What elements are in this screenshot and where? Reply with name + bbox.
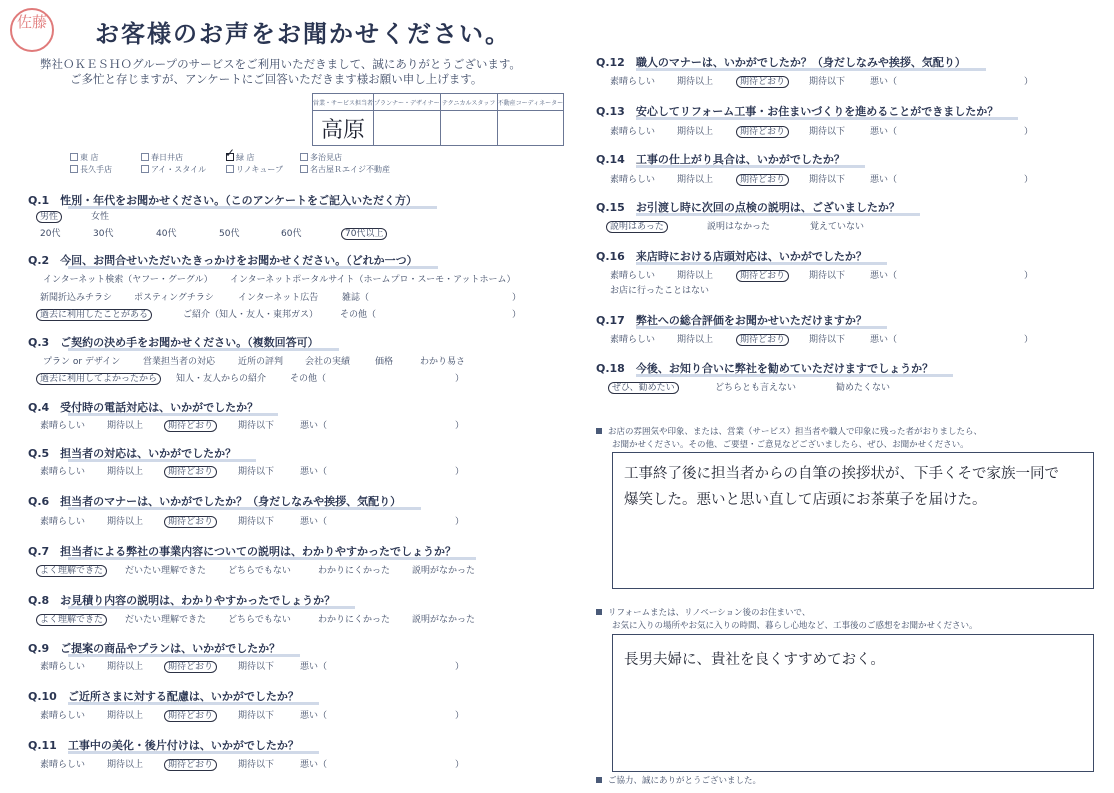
staff-header-sales: 営業・サービス担当者	[313, 94, 374, 111]
question-4: Q.4 受付時の電話対応は、いかがでしたか？	[28, 401, 259, 414]
option-q5-bad[interactable]: 悪い（	[300, 467, 328, 477]
comment1-prompt-line-1: お店の雰囲気や印象、または、営業（サービス）担当者や職人で印象に残った者がおりましたら、	[596, 425, 982, 437]
thanks-message: ご協力、誠にありがとうございました。	[596, 774, 761, 786]
option-q4-excellent[interactable]: 素晴らしい	[40, 421, 86, 431]
option-q11-bad[interactable]: 悪い（	[300, 760, 328, 770]
option-q7-unclear[interactable]: わかりにくかった	[318, 566, 391, 576]
paren-close: ）	[1024, 127, 1034, 137]
question-12: Q.12 職人のマナーは、いかがでしたか？（身だしなみや挨拶、気配り）	[596, 56, 966, 69]
comment1-answer-line-1: 工事終了後に担当者からの自筆の挨拶状が、下手くそで家族一同で	[624, 466, 1059, 482]
staff-header-realestate: 不動産コーディネーター	[497, 94, 564, 111]
option-q1-female[interactable]: 女性	[91, 212, 110, 222]
comment2-answer: 長男夫婦に、貴社を良くすすめておく。	[624, 652, 885, 668]
staff-realestate-field[interactable]	[497, 111, 564, 146]
paren-close: ）	[455, 467, 465, 477]
square-bullet-icon	[596, 777, 602, 783]
paren-close: ）	[512, 310, 522, 320]
option-q2-posting[interactable]: ポスティングチラシ	[134, 293, 214, 303]
option-q3-other[interactable]: その他（	[290, 374, 327, 384]
store-checkbox-midori[interactable]: 緑 店 ✓	[225, 146, 255, 162]
option-q14-as-expected[interactable]: 期待どおり	[740, 172, 789, 185]
question-16: Q.16 来店時における店頭対応は、いかがでしたか？	[596, 250, 867, 263]
option-q1-30s[interactable]: 30代	[93, 229, 114, 239]
option-q2-search[interactable]: インターネット検索（ヤフー・グーグル）	[43, 275, 213, 285]
paren-close: ）	[455, 421, 465, 431]
option-q5-excellent[interactable]: 素晴らしい	[40, 467, 86, 477]
option-q3-past-good[interactable]: 過去に利用してよかったから	[40, 371, 161, 384]
staff-sales-name: 高原	[321, 117, 366, 143]
option-q5-as-expected[interactable]: 期待どおり	[168, 464, 217, 477]
check-mark-icon: ✓	[225, 146, 236, 160]
store-checkbox-tajimi[interactable]: 多治見店	[300, 152, 342, 163]
option-q10-above[interactable]: 期待以上	[107, 711, 144, 721]
option-q4-bad[interactable]: 悪い（	[300, 421, 328, 431]
option-q14-excellent[interactable]: 素晴らしい	[610, 175, 656, 185]
store-checkbox-renocube[interactable]: リノキューブ	[226, 164, 283, 175]
paren-close: ）	[455, 374, 465, 384]
question-5: Q.5 担当者の対応は、いかがでしたか？	[28, 447, 237, 460]
option-q16-bad[interactable]: 悪い（	[870, 271, 898, 281]
square-bullet-icon	[596, 609, 602, 615]
paren-close: ）	[455, 711, 465, 721]
option-q3-plan[interactable]: プラン or デザイン	[43, 357, 121, 367]
option-q13-above[interactable]: 期待以上	[677, 127, 714, 137]
option-q17-as-expected[interactable]: 期待どおり	[740, 332, 789, 345]
option-q14-bad[interactable]: 悪い（	[870, 175, 898, 185]
option-q1-70s-plus[interactable]: 70代以上	[345, 226, 387, 239]
option-q11-below[interactable]: 期待以下	[238, 760, 275, 770]
option-q4-below[interactable]: 期待以下	[238, 421, 275, 431]
option-q17-bad[interactable]: 悪い（	[870, 335, 898, 345]
option-q17-excellent[interactable]: 素晴らしい	[610, 335, 656, 345]
option-q17-above[interactable]: 期待以上	[677, 335, 714, 345]
option-q15-dont-remember[interactable]: 覚えていない	[810, 222, 865, 232]
page-title: お客様のお声をお聞かせください。	[95, 20, 511, 48]
paren-close: ）	[1024, 335, 1034, 345]
option-q1-50s[interactable]: 50代	[219, 229, 240, 239]
paren-close: ）	[1024, 175, 1034, 185]
option-q14-above[interactable]: 期待以上	[677, 175, 714, 185]
option-q11-above[interactable]: 期待以上	[107, 760, 144, 770]
option-q15-not-explained[interactable]: 説明はなかった	[707, 222, 771, 232]
option-q8-neutral[interactable]: どちらでもない	[228, 615, 291, 625]
option-q8-mostly[interactable]: だいたい理解できた	[125, 615, 207, 625]
option-q1-40s[interactable]: 40代	[156, 229, 177, 239]
staff-technical-field[interactable]	[440, 111, 497, 146]
option-q3-record[interactable]: 会社の実績	[305, 357, 351, 367]
staff-header-technical: テクニカルスタッフ	[440, 94, 497, 111]
question-8: Q.8 お見積り内容の説明は、わかりやすかったでしょうか？	[28, 594, 336, 607]
option-q11-as-expected[interactable]: 期待どおり	[168, 757, 217, 770]
option-q3-reputation[interactable]: 近所の評判	[238, 357, 284, 367]
option-q7-mostly[interactable]: だいたい理解できた	[125, 566, 207, 576]
option-q12-as-expected[interactable]: 期待どおり	[740, 74, 789, 87]
option-q5-below[interactable]: 期待以下	[238, 467, 275, 477]
option-q10-below[interactable]: 期待以下	[238, 711, 275, 721]
staff-sales-field[interactable]	[313, 111, 374, 146]
question-14: Q.14 工事の仕上がり具合は、いかがでしたか？	[596, 153, 845, 166]
question-2: Q.2 今回、お問合せいただいたきっかけをお聞かせください。（どれか一つ）	[28, 254, 418, 267]
store-checkbox-nagoya-rage[interactable]: 名古屋Ｒエイジ不動産	[300, 164, 390, 175]
option-q6-above[interactable]: 期待以上	[107, 517, 144, 527]
option-q13-as-expected[interactable]: 期待どおり	[740, 124, 789, 137]
option-q2-flyer[interactable]: 新聞折込みチラシ	[40, 293, 113, 303]
option-q12-below[interactable]: 期待以下	[809, 77, 846, 87]
option-q1-20s[interactable]: 20代	[40, 229, 61, 239]
staff-table	[312, 93, 564, 146]
option-q6-as-expected[interactable]: 期待どおり	[168, 514, 217, 527]
option-q9-excellent[interactable]: 素晴らしい	[40, 662, 86, 672]
store-checkbox-kasugai[interactable]: 春日井店	[141, 152, 183, 163]
option-q10-excellent[interactable]: 素晴らしい	[40, 711, 86, 721]
comment2-prompt-line-1: リフォームまたは、リノベーション後のお住まいで、	[596, 606, 810, 618]
staff-planner-field[interactable]	[374, 111, 441, 146]
option-q12-bad[interactable]: 悪い（	[870, 77, 898, 87]
comment1-prompt-line-2: お聞かせください。その他、ご要望・ご意見などございましたら、ぜひ、お聞かせください。	[612, 440, 969, 450]
option-q6-below[interactable]: 期待以下	[238, 517, 275, 527]
paren-close: ）	[1024, 271, 1034, 281]
option-q9-above[interactable]: 期待以上	[107, 662, 144, 672]
option-q3-friend[interactable]: 知人・友人からの紹介	[176, 374, 267, 384]
question-17: Q.17 弊社への総合評価をお聞かせいただけますか？	[596, 314, 867, 327]
store-checkbox-nagakute[interactable]: 長久手店	[70, 164, 112, 175]
question-3: Q.3 ご契約の決め手をお聞かせください。（複数回答可）	[28, 336, 319, 349]
paren-close: ）	[455, 760, 465, 770]
option-q17-below[interactable]: 期待以下	[809, 335, 846, 345]
option-q16-below[interactable]: 期待以下	[809, 271, 846, 281]
square-bullet-icon	[596, 428, 602, 434]
option-q16-never-visited[interactable]: お店に行ったことはない	[610, 286, 710, 296]
option-q9-bad[interactable]: 悪い（	[300, 662, 328, 672]
question-11: Q.11 工事中の美化・後片付けは、いかがでしたか？	[28, 739, 299, 752]
option-q1-60s[interactable]: 60代	[281, 229, 302, 239]
intro-line-2: ご多忙と存じますが、アンケートにご回答いただきます様お願い申し上げます。	[70, 72, 483, 86]
option-q9-below[interactable]: 期待以下	[238, 662, 275, 672]
option-q10-as-expected[interactable]: 期待どおり	[168, 708, 217, 721]
option-q5-above[interactable]: 期待以上	[107, 467, 144, 477]
question-1: Q.1 性別・年代をお聞かせください。（このアンケートをご記入いただく方）	[28, 194, 418, 207]
option-q14-below[interactable]: 期待以下	[809, 175, 846, 185]
option-q12-above[interactable]: 期待以上	[677, 77, 714, 87]
option-q1-male[interactable]: 男性	[40, 209, 62, 222]
question-6: Q.6 担当者のマナーは、いかがでしたか？（身だしなみや挨拶、気配り）	[28, 495, 402, 508]
question-10: Q.10 ご近所さまに対する配慮は、いかがでしたか？	[28, 690, 299, 703]
intro-line-1: 弊社ＯＫＥＳＨＯグループのサービスをご利用いただきまして、誠にありがとうございます。	[40, 57, 521, 71]
paren-close: ）	[1024, 77, 1034, 87]
option-q8-none[interactable]: 説明がなかった	[412, 615, 476, 625]
option-q11-excellent[interactable]: 素晴らしい	[40, 760, 86, 770]
option-q4-as-expected[interactable]: 期待どおり	[168, 418, 217, 431]
store-checkbox-higashi[interactable]: 東 店	[70, 152, 99, 163]
option-q2-magazine[interactable]: 雑誌（	[342, 293, 370, 303]
comment1-answer-line-2: 爆笑した。悪いと思い直して店頭にお茶菓子を届けた。	[624, 492, 987, 508]
option-q2-portal[interactable]: インターネットポータルサイト（ホームプロ・スーモ・アットホーム）	[230, 275, 516, 285]
option-q16-excellent[interactable]: 素晴らしい	[610, 271, 656, 281]
option-q16-above[interactable]: 期待以上	[677, 271, 714, 281]
option-q8-unclear[interactable]: わかりにくかった	[318, 615, 391, 625]
option-q15-explained[interactable]: 説明はあった	[610, 219, 668, 232]
option-q12-excellent[interactable]: 素晴らしい	[610, 77, 656, 87]
option-q7-none[interactable]: 説明がなかった	[412, 566, 476, 576]
question-15: Q.15 お引渡し時に次回の点検の説明は、ございましたか？	[596, 201, 900, 214]
option-q2-referral[interactable]: ご紹介（知人・友人・東邦ガス）	[183, 310, 319, 320]
option-q2-web-ad[interactable]: インターネット広告	[238, 293, 319, 303]
question-9: Q.9 ご提案の商品やプランは、いかがでしたか？	[28, 642, 281, 655]
option-q3-clarity[interactable]: わかり易さ	[420, 357, 466, 367]
seal-stamp: 佐藤	[10, 8, 54, 52]
paren-close: ）	[512, 293, 522, 303]
option-q4-above[interactable]: 期待以上	[107, 421, 144, 431]
paren-close: ）	[455, 517, 465, 527]
option-q7-understood[interactable]: よく理解できた	[40, 563, 107, 576]
question-7: Q.7 担当者による弊社の事業内容についての説明は、わかりやすかったでしょうか？	[28, 545, 456, 558]
option-q18-neutral[interactable]: どちらとも言えない	[715, 383, 797, 393]
question-13: Q.13 安心してリフォーム工事・お住まいづくりを進めることができましたか？	[596, 105, 999, 118]
option-q18-recommend[interactable]: ぜひ、勧めたい	[612, 380, 679, 393]
question-18: Q.18 今後、お知り合いに弊社を勧めていただけますでしょうか？	[596, 362, 934, 375]
option-q8-understood[interactable]: よく理解できた	[40, 612, 107, 625]
staff-header-planner: プランナー・デザイナー	[374, 94, 441, 111]
option-q6-bad[interactable]: 悪い（	[300, 517, 328, 527]
option-q13-bad[interactable]: 悪い（	[870, 127, 898, 137]
option-q3-price[interactable]: 価格	[375, 357, 394, 367]
option-q9-as-expected[interactable]: 期待どおり	[168, 659, 217, 672]
option-q13-excellent[interactable]: 素晴らしい	[610, 127, 656, 137]
paren-close: ）	[455, 662, 465, 672]
option-q2-other[interactable]: その他（	[340, 310, 377, 320]
option-q3-sales[interactable]: 営業担当者の対応	[143, 357, 216, 367]
option-q2-past-use[interactable]: 過去に利用したことがある	[40, 307, 152, 320]
comment2-prompt-line-2: お気に入りの場所やお気に入りの時間、暮らし心地など、工事後のご感想をお聞かせください。	[612, 621, 978, 631]
option-q18-not-recommend[interactable]: 勧めたくない	[836, 383, 891, 393]
option-q16-as-expected[interactable]: 期待どおり	[740, 268, 789, 281]
store-checkbox-istyle[interactable]: アイ・スタイル	[141, 164, 206, 175]
option-q13-below[interactable]: 期待以下	[809, 127, 846, 137]
option-q7-neutral[interactable]: どちらでもない	[228, 566, 291, 576]
option-q10-bad[interactable]: 悪い（	[300, 711, 328, 721]
option-q6-excellent[interactable]: 素晴らしい	[40, 517, 86, 527]
